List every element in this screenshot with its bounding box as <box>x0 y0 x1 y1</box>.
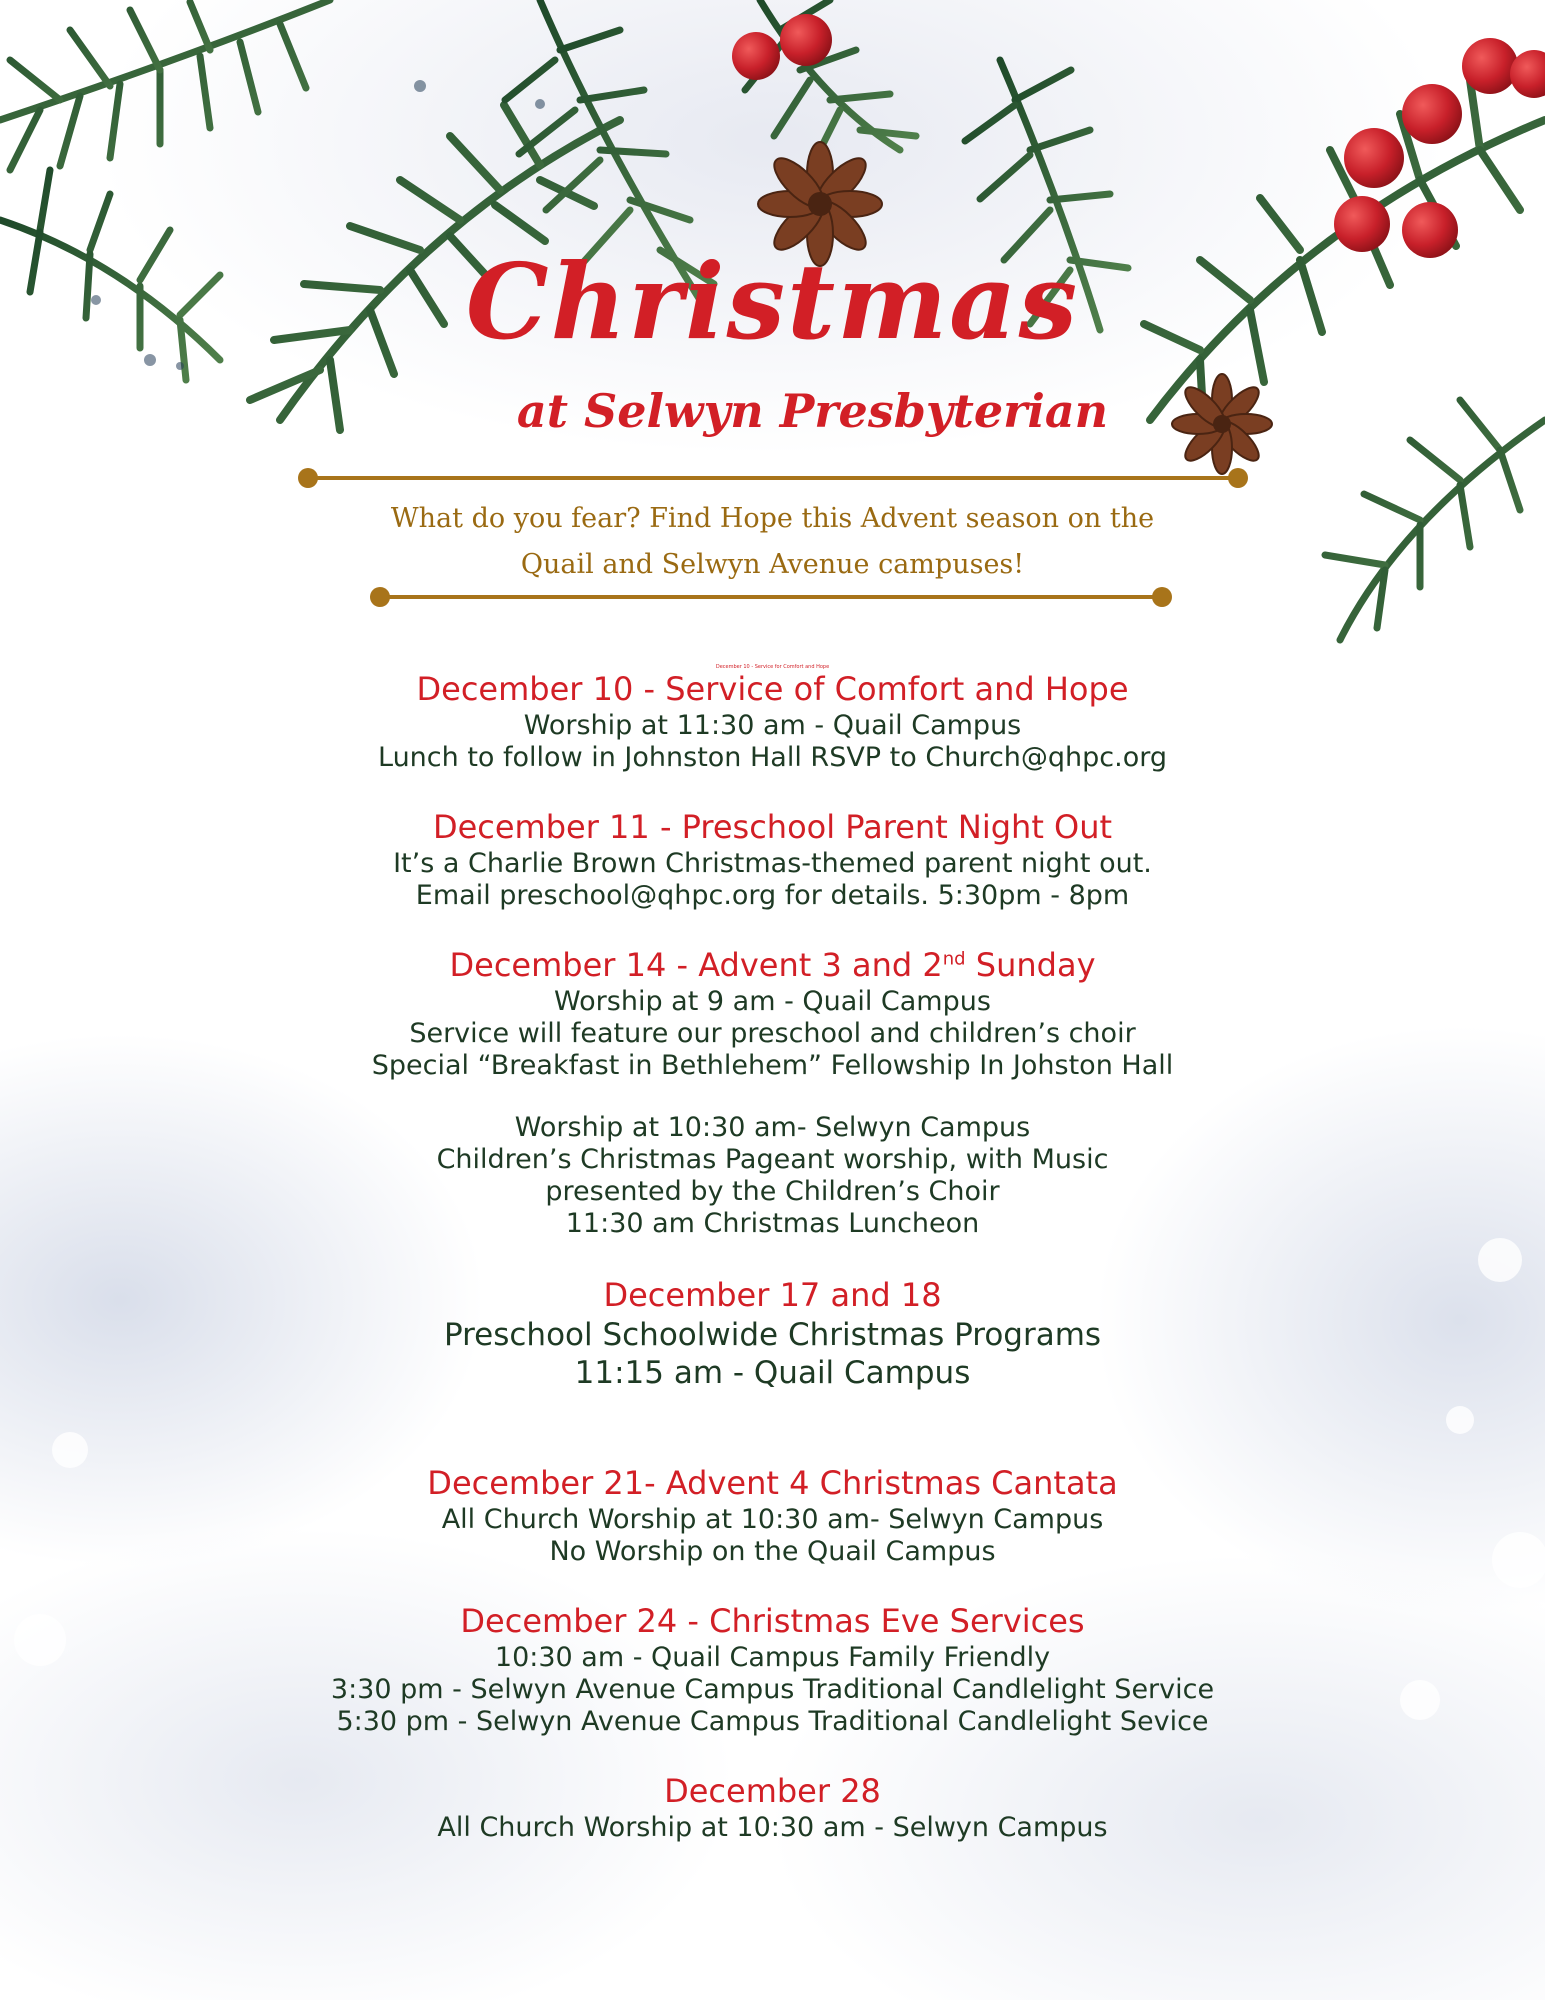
event-title: December 11 - Preschool Parent Night Out <box>432 808 1113 846</box>
event-dec-10 <box>0 668 1545 774</box>
event-line: All Church Worship at 10:30 am - Selwyn Campus <box>437 1812 1108 1843</box>
event-title <box>0 944 1545 986</box>
event-line: 11:30 am Christmas Luncheon <box>565 1208 980 1239</box>
tagline-line: Quail and Selwyn Avenue campuses! <box>520 549 1025 580</box>
tiny-note: December 10 - Service for Comfort and Hope <box>715 664 830 670</box>
event-line: 3:30 pm - Selwyn Avenue Campus Traditional Candlelight Service <box>330 1674 1215 1705</box>
event-line: No Worship on the Quail Campus <box>549 1536 996 1567</box>
event-line: Email preschool@qhpc.org for details. 5:30pm - 8pm <box>415 880 1130 911</box>
event-dec-14 <box>0 944 1545 1240</box>
page-title: Christmas <box>465 240 1080 363</box>
event-schedule <box>0 668 1545 1844</box>
event-line: Worship at 9 am - Quail Campus <box>554 986 991 1017</box>
event-line: Special “Breakfast in Bethlehem” Fellowship In Johston Hall <box>371 1050 1174 1081</box>
event-line: Worship at 11:30 am - Quail Campus <box>523 710 1022 741</box>
event-title: December 21- Advent 4 Christmas Cantata <box>427 1464 1118 1502</box>
event-dec-28 <box>0 1770 1545 1844</box>
event-line: 11:15 am - Quail Campus <box>574 1355 971 1391</box>
divider-top <box>308 476 1238 480</box>
event-line: Service will feature our preschool and children’s choir <box>409 1018 1136 1049</box>
event-line: 5:30 pm - Selwyn Avenue Campus Traditional Candlelight Sevice <box>336 1706 1209 1737</box>
page-subtitle: at Selwyn Presbyterian <box>516 384 1109 438</box>
event-title: December 10 - Service of Comfort and Hope <box>416 670 1129 708</box>
event-line: Worship at 10:30 am- Selwyn Campus <box>514 1112 1031 1143</box>
ordinal-suffix: nd <box>942 948 966 970</box>
event-title-tail: Sunday <box>965 946 1096 984</box>
tagline <box>0 496 1545 588</box>
event-line: Children’s Christmas Pageant worship, with Music <box>436 1144 1109 1175</box>
event-title: December 24 - Christmas Eve Services <box>460 1602 1085 1640</box>
event-dec-17-18 <box>0 1274 1545 1392</box>
event-line: Lunch to follow in Johnston Hall RSVP to Church@qhpc.org <box>378 742 1167 773</box>
event-line: Preschool Schoolwide Christmas Programs <box>443 1317 1102 1353</box>
event-dec-24 <box>0 1600 1545 1738</box>
divider-bottom <box>380 595 1162 599</box>
tagline-line: What do you fear? Find Hope this Advent season on the <box>390 503 1155 534</box>
event-line: It’s a Charlie Brown Christmas-themed parent night out. <box>393 848 1152 879</box>
event-dec-11 <box>0 806 1545 912</box>
event-line: All Church Worship at 10:30 am- Selwyn Campus <box>441 1504 1104 1535</box>
event-title-main: December 14 - Advent 3 and 2 <box>449 946 943 984</box>
event-line: 10:30 am - Quail Campus Family Friendly <box>494 1642 1051 1673</box>
event-title: December 17 and 18 <box>603 1276 942 1314</box>
event-title: December 28 <box>664 1772 881 1810</box>
event-dec-21 <box>0 1462 1545 1568</box>
event-line: presented by the Children’s Choir <box>545 1176 1000 1207</box>
